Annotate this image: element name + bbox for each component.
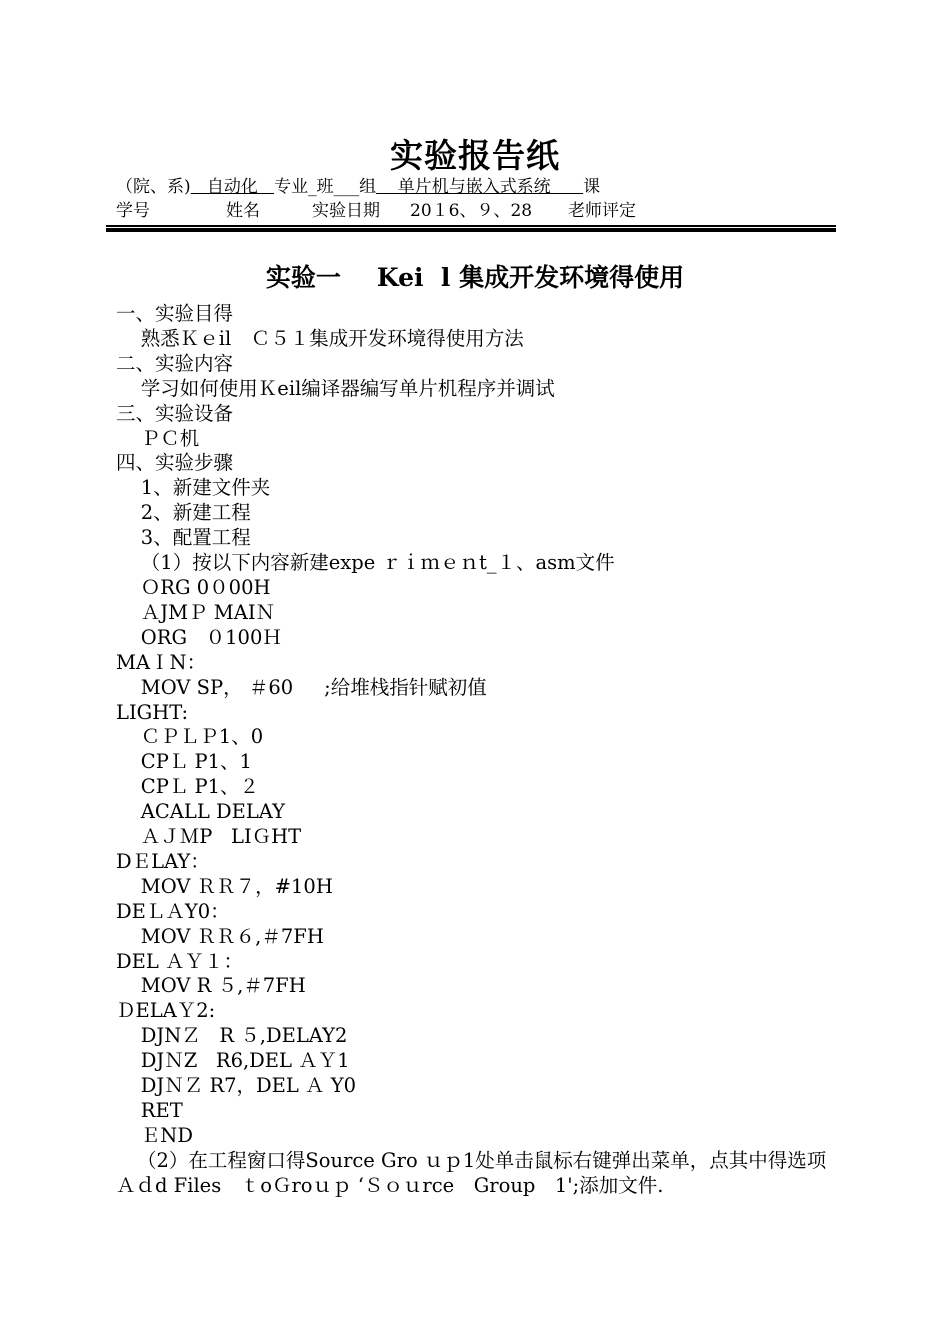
text-line: 三、实验设备	[116, 401, 234, 425]
course-label: 课	[583, 177, 601, 197]
text-line: 一、实验目得	[116, 302, 234, 325]
group-label: 组	[359, 177, 377, 197]
experiment-name: Kei l 集成开发环境得使用	[376, 263, 685, 292]
code-line: LIGHT:	[116, 700, 189, 724]
code-line: DＥLAY：	[116, 849, 210, 873]
page-title: 实验报告纸	[390, 136, 560, 175]
experiment-number: 实验一	[265, 263, 341, 292]
code-line: MOV ＲＲ７，#10H	[116, 874, 333, 898]
code-line: CPＬ P1、1	[116, 750, 252, 774]
code-line: ACALL DELAY	[116, 800, 285, 824]
code-line: ＥND	[116, 1123, 193, 1147]
text-line: 1、新建文件夹	[116, 476, 271, 500]
text-line: 二、实验内容	[116, 351, 234, 375]
text-line: 熟悉Ｋｅil Ｃ５１集成开发环境得使用方法	[116, 326, 524, 350]
name-label: 姓名	[226, 201, 260, 221]
code-line: ＡJMＰ MAIＮ	[116, 600, 276, 624]
code-line: DEL ＡＹ１：	[116, 949, 244, 973]
code-line: DJＮZ R6,DEL ＡＹ1	[116, 1049, 350, 1073]
code-line: MOV SP， ＃60 ;给堆栈指针赋初值	[116, 675, 487, 699]
text-line: ＰＣ机	[116, 426, 200, 450]
major-class-label: 专业_班	[274, 177, 334, 197]
code-line: RET	[116, 1099, 183, 1122]
report-body	[116, 302, 840, 1199]
department-label: （院、系)	[116, 177, 191, 197]
text-line: 2、新建工程	[116, 501, 251, 525]
experiment-title	[0, 258, 950, 294]
code-line: ＣＰＬＰ1、0	[116, 725, 264, 749]
code-line: DJＮＺ R7，DEL Ａ Y0	[116, 1074, 357, 1098]
code-line: ＯRG 0０00H	[116, 575, 271, 599]
date-value: 20１6、９、28	[410, 201, 533, 221]
final-paragraph: （2）在工程窗口得Source Gro ｕｐ1处单击鼠标右键弹出菜单，点其中得选项Ａｄd Files ｔoＧroｕｐ ‘Ｓｏｕrce Group 1';添加文件.	[116, 1148, 827, 1197]
text-line: 3、配置工程	[116, 526, 251, 550]
course-value: 单片机与嵌入式系统	[376, 177, 584, 197]
department-value: 自动化	[190, 177, 275, 197]
date-label: 实验日期	[312, 201, 380, 221]
code-line: ＤELAＹ2:	[116, 999, 216, 1023]
code-line: CPＬ P1、２	[116, 775, 260, 799]
code-line: ORG ０100Ｈ	[116, 625, 282, 649]
code-line: MOV R ５,＃7FH	[116, 974, 306, 998]
code-line: MOV ＲＲ６,＃7FH	[116, 924, 324, 948]
code-line: ＡＪＭP LIＧHT	[116, 825, 302, 849]
text-line: 四、实验步骤	[116, 451, 234, 475]
code-line: DJNＺ R ５,DELAY2	[116, 1024, 348, 1048]
header-line-student	[116, 200, 636, 222]
student-id-label: 学号	[116, 201, 150, 221]
text-line: 学习如何使用Ｋeil编译器编写单片机程序并调试	[116, 376, 555, 400]
header-divider	[106, 225, 836, 232]
header-line-course	[116, 176, 600, 198]
code-line: MAＩN：	[116, 650, 207, 674]
code-line: DEＬＡY0：	[116, 899, 230, 923]
teacher-label: 老师评定	[568, 201, 636, 221]
text-line: （1）按以下内容新建expe ｒｉｍｅｎt_１、asm文件	[116, 551, 615, 575]
class-value: ___	[333, 177, 360, 197]
